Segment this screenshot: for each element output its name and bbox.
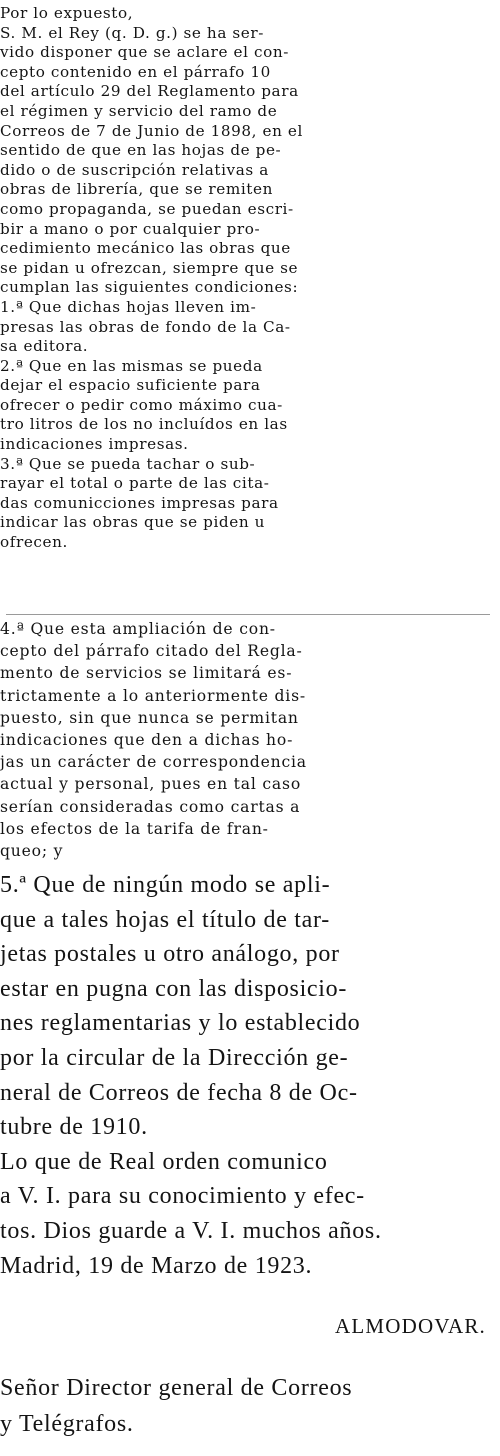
text-line: Lo que de Real orden comunico	[0, 1148, 328, 1175]
text-line: serían consideradas como cartas a	[0, 797, 301, 816]
text-line: presas las obras de fondo de la Ca-	[0, 317, 291, 336]
text-line: 4.ª Que esta ampliación de con-	[0, 620, 276, 638]
text-line: Madrid, 19 de Marzo de 1923.	[0, 1252, 313, 1279]
text-line: 1.ª Que dichas hojas lleven im-	[0, 297, 257, 316]
paragraph-block-medium	[0, 618, 500, 862]
text-line: bir a mano o por cualquier pro-	[0, 219, 261, 238]
text-line: del artículo 29 del Reglamento para	[0, 82, 299, 101]
text-line: tubre de 1910.	[0, 1114, 148, 1141]
text-line: como propaganda, se puedan escri-	[0, 199, 294, 218]
text-line: das comunicciones impresas para	[0, 493, 279, 512]
text-line: mento de servicios se limitará es-	[0, 664, 293, 683]
text-line: se pidan u ofrezcan, siempre que se	[0, 258, 299, 277]
text-line: por la circular de la Dirección ge-	[0, 1044, 349, 1071]
paragraph-block-large	[0, 868, 500, 1283]
text-line: jas un carácter de correspondencia	[0, 753, 307, 772]
text-line: puesto, sin que nunca se permitan	[0, 708, 299, 727]
text-line: S. M. el Rey (q. D. g.) se ha ser-	[0, 23, 264, 42]
text-line: obras de librería, que se remiten	[0, 180, 273, 199]
text-line: vido disponer que se aclare el con-	[0, 43, 289, 62]
text-line: 2.ª Que en las mismas se pueda	[0, 356, 263, 375]
text-line: neral de Correos de fecha 8 de Oc-	[0, 1079, 358, 1106]
paragraph-block-small	[0, 4, 500, 553]
text-line: dejar el espacio suficiente para	[0, 376, 261, 395]
text-line: cedimiento mecánico las obras que	[0, 239, 291, 258]
text-line: sentido de que en las hojas de pe-	[0, 141, 282, 160]
text-line: rayar el total o parte de las cita-	[0, 474, 270, 493]
text-line: cepto del párrafo citado del Regla-	[0, 642, 303, 661]
text-line: sa editora.	[0, 337, 89, 356]
text-line: jetas postales u otro análogo, por	[0, 941, 340, 968]
text-line: ofrecer o pedir como máximo cua-	[0, 395, 283, 414]
text-line: el régimen y servicio del ramo de	[0, 101, 278, 120]
text-line: indicar las obras que se piden u	[0, 513, 266, 532]
text-line: tro litros de los no incluídos en las	[0, 415, 288, 434]
text-line: que a tales hojas el título de tar-	[0, 906, 330, 933]
text-line: 5.ª Que de ningún modo se apli-	[0, 872, 331, 898]
text-line: actual y personal, pues en tal caso	[0, 775, 302, 794]
text-line: a V. I. para su conocimiento y efec-	[0, 1183, 365, 1210]
signature-block	[0, 1306, 500, 1346]
text-line: indicaciones impresas.	[0, 435, 189, 454]
addressee-block	[0, 1370, 500, 1442]
text-line: ofrecen.	[0, 533, 68, 552]
text-line: cumplan las siguientes condiciones:	[0, 278, 299, 297]
text-line: queo; y	[0, 841, 64, 860]
text-line: los efectos de la tarifa de fran-	[0, 819, 269, 838]
text-line: indicaciones que den a dichas ho-	[0, 730, 294, 749]
divider-line	[6, 614, 490, 615]
signature: ALMODOVAR.	[334, 1314, 486, 1338]
text-line: tos. Dios guarde a V. I. muchos años.	[0, 1217, 382, 1244]
text-line: Correos de 7 de Junio de 1898, en el	[0, 121, 303, 140]
addressee-line: y Telégrafos.	[0, 1411, 134, 1437]
text-line: 3.ª Que se pueda tachar o sub-	[0, 454, 256, 473]
text-line: cepto contenido en el párrafo 10	[0, 62, 271, 81]
text-line: estar en pugna con las disposicio-	[0, 975, 348, 1002]
text-line: dido o de suscripción relativas a	[0, 160, 269, 179]
text-line: nes reglamentarias y lo establecido	[0, 1010, 361, 1037]
text-line: trictamente a lo anteriormente dis-	[0, 686, 306, 705]
text-line: Por lo expuesto,	[0, 4, 134, 22]
addressee-line: Señor Director general de Correos	[0, 1375, 353, 1401]
